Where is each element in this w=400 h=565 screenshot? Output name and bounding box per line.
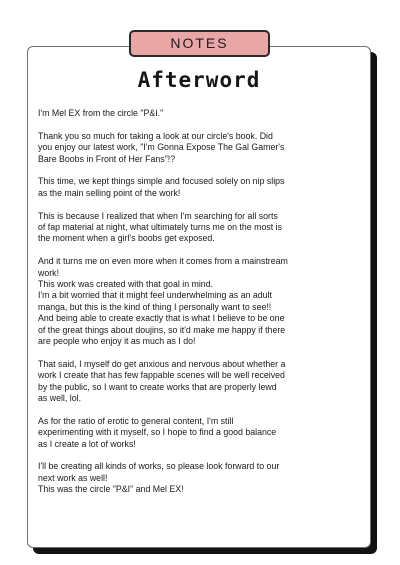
text-line: This work was created with that goal in mind.: [38, 279, 214, 290]
text-line: you enjoy our latest work, "I'm Gonna Expose The Gal Gamer's: [38, 142, 285, 153]
paragraph: [38, 359, 368, 405]
page-title: Afterword: [137, 68, 261, 92]
afterword-body: [38, 108, 368, 507]
text-line: of the great things about doujins, so it'd make me happy if there: [38, 324, 286, 335]
text-line: are people who enjoy it as much as I do!: [38, 336, 196, 347]
paragraph: [38, 256, 368, 347]
text-line: As for the ratio of erotic to general content, I'm still: [38, 415, 234, 426]
text-line: as well, lol.: [38, 393, 82, 404]
paragraph: [38, 108, 368, 119]
paragraph: [38, 416, 368, 450]
text-line: And being able to create exactly that is what I believe to be one: [38, 313, 285, 324]
text-line: manga, but this is the kind of thing I personally want to see!!: [38, 301, 272, 312]
text-line: work I create that has few fappable scenes will be well received: [38, 370, 285, 381]
text-line: I'm a bit worried that it might feel underwhelming as an adult: [38, 290, 272, 301]
text-line: as the main selling point of the work!: [38, 187, 181, 198]
text-line: the moment when a girl's boobs get exposed.: [38, 233, 215, 244]
paragraph: [38, 176, 368, 199]
text-line: experimenting with it myself, so I hope to find a good balance: [38, 427, 277, 438]
paragraph: [38, 461, 368, 495]
paragraph: [38, 131, 368, 165]
text-line: This time, we kept things simple and focused solely on nip slips: [38, 176, 285, 187]
notes-tab-label: NOTES: [129, 30, 270, 57]
text-line: Thank you so much for taking a look at our circle's book. Did: [38, 130, 273, 141]
text-line: next work as well!: [38, 472, 108, 483]
paragraph: [38, 211, 368, 245]
text-line: I'll be creating all kinds of works, so please look forward to our: [38, 461, 280, 472]
text-line: And it turns me on even more when it comes from a mainstream: [38, 256, 288, 267]
text-line: of fap material at night, what ultimately turns me on the most is: [38, 222, 282, 233]
text-line: I'm Mel EX from the circle "P&I.": [38, 108, 164, 118]
text-line: This was the circle "P&I" and Mel EX!: [38, 484, 184, 495]
text-line: as I create a lot of works!: [38, 438, 136, 449]
text-line: That said, I myself do get anxious and nervous about whether a: [38, 358, 286, 369]
text-line: work!: [38, 267, 60, 278]
text-line: Bare Boobs in Front of Her Fans"!?: [38, 153, 176, 164]
text-line: This is because I realized that when I'm searching for all sorts: [38, 210, 278, 221]
text-line: by the public, so I want to create works that are properly lewd: [38, 381, 277, 392]
